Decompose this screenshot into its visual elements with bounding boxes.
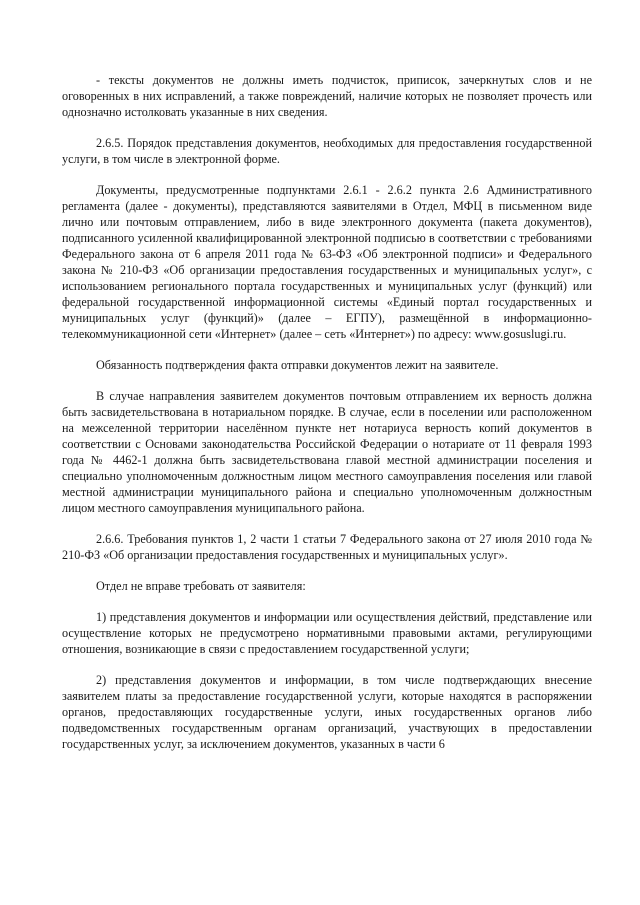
paragraph-department-may-not-require: Отдел не вправе требовать от заявителя: bbox=[96, 579, 306, 593]
paragraph-postal-notarization: В случае направления заявителем документов почтовым отправлением их верность должна быть засвидетельствована в нотариальном порядке. В случае, если в поселении или расположенном на межселенной территории населённом пункте нет нотариуса верность копий документов в соответствии с Основами законодательства Российской Федерации о нотариате от 11 февраля 1993 года № 4462-1 должна быть засвидетельствована главой местной администрации поселения и специально уполномоченным должностным лицом местного самоуправления поселения или главой местной администрации муниципального района и специально уполномоченным должностным лицом местного самоуправления муниципального района. bbox=[62, 389, 592, 515]
paragraph-section-2-6-6: 2.6.6. Требования пунктов 1, 2 части 1 статьи 7 Федерального закона от 27 июля 2010 года № 210-ФЗ «Об организации предоставления государственных и муниципальных услуг». bbox=[62, 532, 592, 562]
paragraph-section-2-6-5: 2.6.5. Порядок представления документов, необходимых для предоставления государственной услуги, в том числе в электронной форме. bbox=[62, 136, 592, 166]
paragraph-proof-of-sending: Обязанность подтверждения факта отправки документов лежит на заявителе. bbox=[96, 358, 499, 372]
paragraph-documents-submission: Документы, предусмотренные подпунктами 2.6.1 - 2.6.2 пункта 2.6 Административного регламента (далее - документы), представляются заявителями в Отдел, МФЦ в письменном виде лично или почтовым отправлением, либо в виде электронного документа (пакета документов), подписанного усиленной квалифицированной электронной подписью в соответствии с требованиями Федерального закона от 6 апреля 2011 года № 63-ФЗ «Об электронной подписи» и Федерального закона № 210-ФЗ «Об организации предоставления государственных и муниципальных услуг», с использованием регионального портала государственных и муниципальных услуг (функций) или федеральной государственной информационной системы «Единый портал государственных и муниципальных услуг (функций)» (далее – ЕГПУ), размещённой в информационно-телекоммуникационной сети «Интернет» (далее – сеть «Интернет») по адресу: www.gosuslugi.ru. bbox=[62, 183, 592, 341]
paragraph-item-1: 1) представления документов и информации или осуществления действий, представление или осуществление которых не предусмотрено нормативными правовыми актами, регулирующими отношения, возникающие в связи с предоставлением государственной услуги; bbox=[62, 610, 592, 656]
document-body bbox=[62, 72, 592, 767]
paragraph-document-text-requirements: - тексты документов не должны иметь подчисток, приписок, зачеркнутых слов и не оговоренных в них исправлений, а также повреждений, наличие которых не позволяет прочесть или однозначно истолковать указанные в них сведения. bbox=[62, 73, 592, 119]
paragraph-item-2: 2) представления документов и информации, в том числе подтверждающих внесение заявителем платы за предоставление государственной услуги, которые находятся в распоряжении органов, предоставляющих государственные услуги, иных государственных органов либо подведомственных государственным органам организаций, участвующих в предоставлении государственных услуг, за исключением документов, указанных в части 6 bbox=[62, 673, 592, 751]
